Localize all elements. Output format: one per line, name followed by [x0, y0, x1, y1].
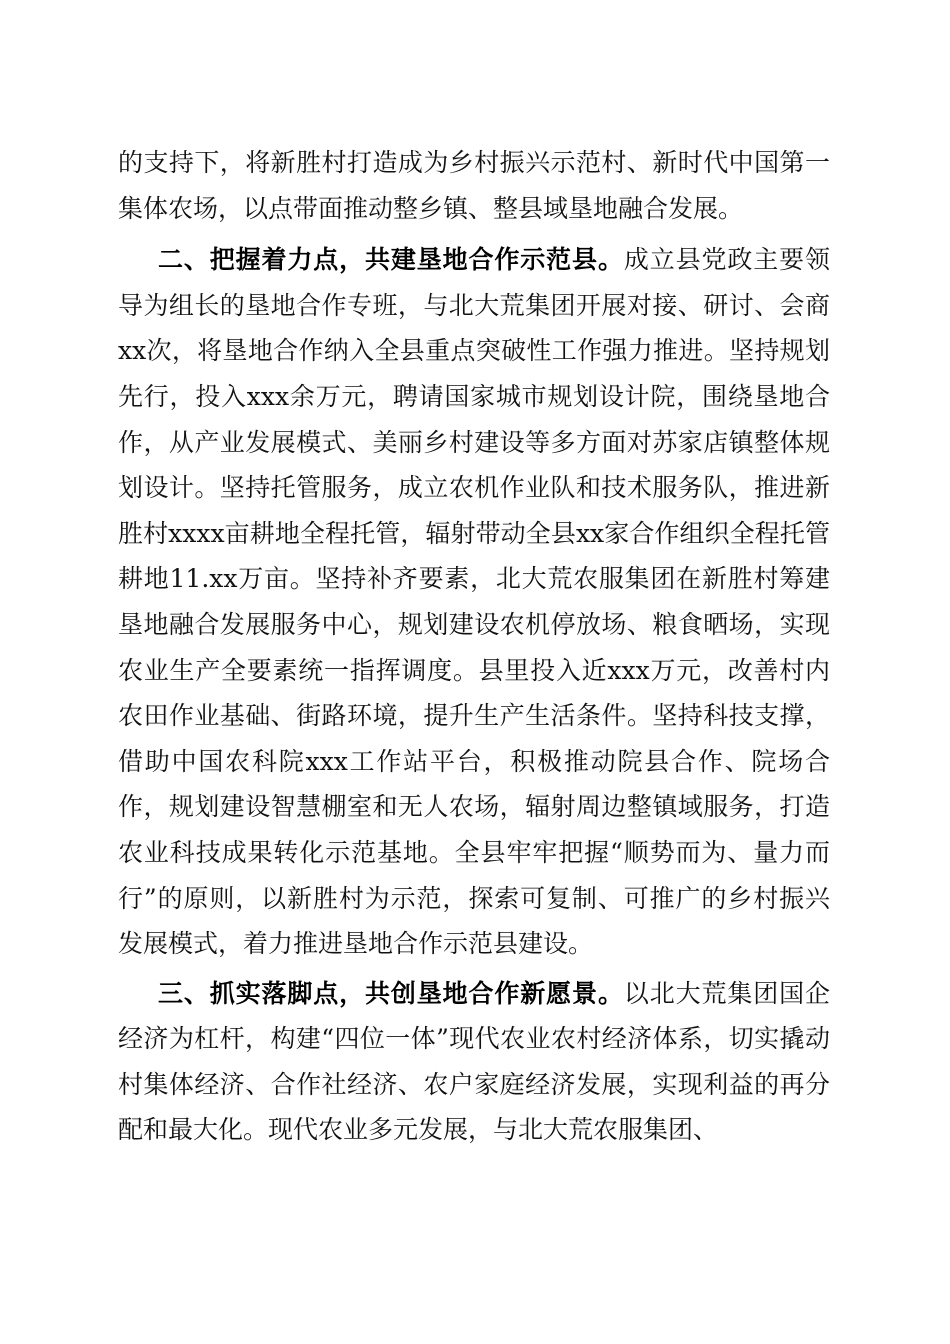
section-body-three: 以北大荒集团国企经济为杠杆，构建“四位一体”现代农业农村经济体系，切实撬动村集体经济、合作社经济、农户家庭经济发展，实现利益的再分配和最大化。现代农业多元发展，与北大荒农服集团、 [118, 978, 830, 1145]
section-body-two: 成立县党政主要领导为组长的垦地合作专班，与北大荒集团开展对接、研讨、会商xx次，将垦地合作纳入全县重点突破性工作强力推进。坚持规划先行，投入xxx余万元，聘请国家城市规划设计院，围绕垦地合作，从产业发展模式、美丽乡村建设等多方面对苏家店镇整体规划设计。坚持托管服务，成立农机作业队和技术服务队，推进新胜村xxxx亩耕地全程托管，辐射带动全县xx家合作组织全程托管耕地11.xx万亩。坚持补齐要素，北大荒农服集团在新胜村筹建垦地融合发展服务中心，规划建设农机停放场、粮食晒场，实现农业生产全要素统一指挥调度。县里投入近xxx万元，改善村内农田作业基础、街路环境，提升生产生活条件。坚持科技支撑，借助中国农科院xxx工作站平台，积极推动院县合作、院场合作，规划建设智慧棚室和无人农场，辐射周边整镇域服务，打造农业科技成果转化示范基地。全县牢牢把握“顺势而为、量力而行”的原则，以新胜村为示范，探索可复制、可推广的乡村振兴发展模式，着力推进垦地合作示范县建设。 [118, 245, 830, 959]
section-heading-three: 三、抓实落脚点，共创垦地合作新愿景。 [158, 978, 624, 1008]
document-body [118, 140, 830, 1153]
paragraph-continuation [118, 140, 830, 231]
paragraph-section-three [118, 971, 830, 1153]
section-heading-two: 二、把握着力点，共建垦地合作示范县。 [158, 245, 624, 275]
paragraph-section-two [118, 237, 830, 967]
paragraph-text: 的支持下，将新胜村打造成为乡村振兴示范村、新时代中国第一集体农场，以点带面推动整乡镇、整县域垦地融合发展。 [118, 148, 830, 223]
